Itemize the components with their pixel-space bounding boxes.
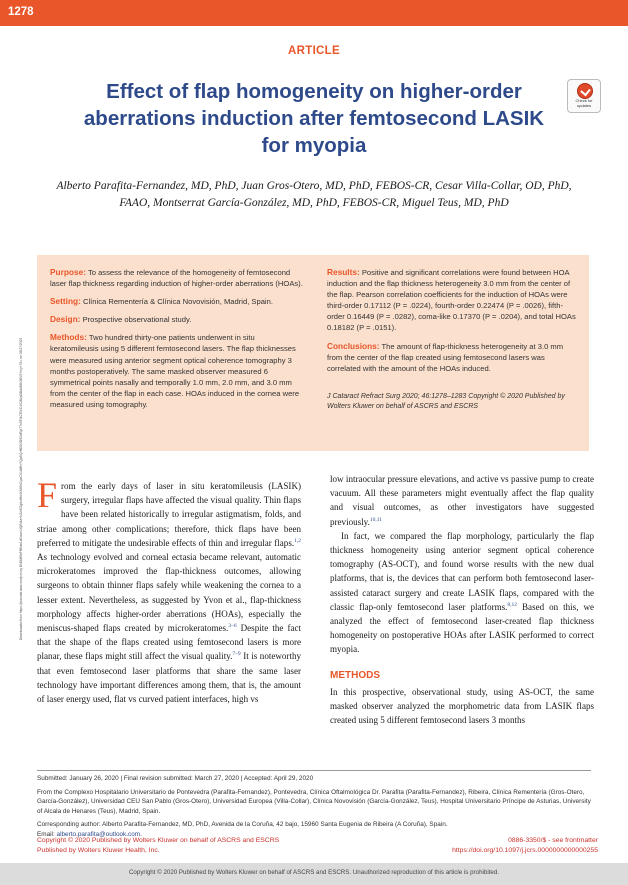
methods-text: Two hundred thirty-one patients underwent in situ keratomileusis using 5 different femtosecond lasers. The flap thicknesses were measured using anterior segment optical coherence tomography 3 months postoperatively. The same masked observer measured 6 symmetrical points nasally and temporally 1.0 mm, 2.0 mm, and 3.0 mm from the center of the flap in each case. HOAs induced in the cornea were measured using tomography. [50,333,300,409]
abstract-methods [50,332,305,410]
second-text-b: Based on this, we analyzed the effect of femtosecond laser-created flap thickness homogeneity on postoperative HOAs after LASIK performed to correct myopia. [330,601,594,655]
reproduction-notice: Copyright © 2020 Published by Wolters Kluwer on behalf of ASCRS and ESCRS. Unauthorized reproduction of this article is prohibited. [128,869,500,876]
intro-paragraph-continued [330,472,594,529]
submission-dates: Submitted: January 26, 2020 | Final revision submitted: March 27, 2020 | Accepted: April 29, 2020 [37,775,314,782]
second-text-a: In fact, we compared the flap morphology, particularly the flap thickness homogeneity using anterior segment optical coherence tomography (AS-OCT), and found worse results with the new dual platforms, that is, the devices that can perform both femtosecond laser-assisted cataract surgery and create LASIK flaps, compared with the classic flap-only femtosecond laser platforms. [330,530,594,612]
article-title: Effect of flap homogeneity on higher-order aberrations induction after femtosecond LASIK for myopia [83,80,545,157]
results-heading: Results: [327,267,360,277]
copyright-line-1: Copyright © 2020 Published by Wolters Kluwer on behalf of ASCRS and ESCRS [37,837,280,844]
methods-section-heading: METHODS [330,669,380,681]
abstract-setting [50,296,305,307]
abstract-box [37,255,589,451]
email-link[interactable]: alberto.parafita@outlook.com [56,830,141,838]
body-column-right [330,472,594,727]
header-bar [0,0,628,26]
doi-link[interactable]: https://doi.org/10.1097/j.jcrs.0000000000000255 [452,846,598,854]
purpose-text: To assess the relevance of the homogeneity of femtosecond laser flap thickness regarding induction of higher-order aberrations (HOAs). [50,268,303,289]
email-end: . [140,830,142,838]
side-download-text: Downloaded from https://journals.lww.com/jcrs by BhDMf5ePHKav1zEoum1tQfN4a+kJLhEZgbsIHo4XMi0hCywCX1AWnYQp/IlQrHD3i3D0OdRyi7TvSFl4Cf3VC4/OAVpDDa8KKGKV0Ymy+78= on 09/27/2023 [19,337,23,640]
citation-10-11[interactable]: 10,11 [369,516,383,523]
intro-paragraph [37,475,301,706]
drop-cap: F [37,475,58,515]
abstract-conclusions [327,341,577,374]
section-label: ARTICLE [288,45,340,57]
intro-cont-text: low intraocular pressure elevations, and active vs passive pump to create vacuum. All these parameters might eventually affect the flap quality and visual outcomes, as other investigators have suggested previously. [330,474,594,527]
design-text: Prospective observational study. [82,315,192,325]
abstract-column-right [327,267,577,419]
design-heading: Design: [50,314,81,325]
methods-paragraph: In this prospective, observational study, using AS-OCT, the same masked observer analyzed the morphometric data from LASIK flaps created using 5 different femtosecond lasers 3 months [330,686,594,726]
email-label: Email: [37,830,57,838]
results-text: Positive and significant correlations were found between HOA induction and the flap thickness heterogeneity 3.0 mm from the center of the flap. Pearson correlation coefficients for the induction of HOAs were third-order 0.17112 (P = .0224), fourth-order 0.22474 (P = .0026), fifth-order 0.16449 (P = .0282), coma-like 0.17370 (P = .0204), and total HOAs 0.18182 (P = .0151). [327,268,576,333]
abstract-results [327,267,577,334]
citation-1-2[interactable]: 1,2 [294,537,301,544]
footer-identifiers [452,836,598,855]
intro-text-a: rom the early days of laser in situ keratomileusis (LASIK) surgery, irregular flaps have affected the visual quality. Thin flaps have been related historically to irregular astigmatism, folds, and striae among other complications; therefore, thick flaps have been preferred to mitigate the undesirable effects of thin and irregular flaps. [37,481,301,548]
check-updates-icon [577,83,593,99]
footer-copyright [37,836,279,855]
body-column-left [37,475,301,706]
second-paragraph [330,529,594,657]
side-download-notice [19,180,27,640]
conclusions-heading: Conclusions: [327,340,380,351]
footnotes [37,774,597,840]
methods-heading: Methods: [50,332,87,343]
bottom-notice-bar [0,863,628,885]
issn: 0886-3350/$ - see frontmatter [508,837,598,844]
citation-8-12[interactable]: 8,12 [507,601,518,608]
abstract-design [50,314,305,325]
purpose-heading: Purpose: [50,267,86,277]
footnote-divider [37,770,591,771]
abstract-column-left [50,267,305,417]
journal-reference: J Cataract Refract Surg 2020; 46:1278–1283 Copyright © 2020 Published by Wolters Kluwer on behalf of ASCRS and ESCRS [327,392,565,410]
setting-text: Clínica Rementería & Clínica Novovisión, Madrid, Spain. [83,297,273,307]
author-list: Alberto Parafita-Fernandez, MD, PhD, Juan Gros-Otero, MD, PhD, FEBOS-CR, Cesar Villa-Collar, OD, PhD, FAAO, Montserrat García-González, MD, PhD, FEBOS-CR, Miguel Teus, MD, PhD [56,180,572,209]
setting-heading: Setting: [50,296,81,307]
corresponding-author: Corresponding author: Alberto Parafita-Fernandez, MD, PhD, Avenida de la Coruña, 42 bajo, 15960 Santa Eugenia de Ribeira (A Coruña), Spain. [37,821,448,829]
citation-3-6[interactable]: 3–6 [228,623,237,630]
citation-7-9[interactable]: 7–9 [232,651,241,658]
intro-text-b: As technology evolved and corneal ectasia became relevant, automatic microkeratomes improved the flap-thickness outcomes, allowing surgeons to obtain thinner flaps safely while weakening the cornea to a lesser extent. Nevertheless, as suggested by Yvon et al., flap-thickness morphology affects higher-order aberrations (HOAs), especially the meniscus-shaped flaps created by microkeratomes. [37,552,301,634]
badge-label: Check for updates [575,98,593,108]
page-number: 1278 [8,6,34,18]
conclusions-text: The amount of flap-thickness heterogeneity at 3.0 mm from the center of the flap created using femtosecond lasers was correlated with the amount of the HOAs induced. [327,341,564,373]
abstract-purpose [50,267,305,289]
affiliations: From the Complexo Hospitalario Universitario de Pontevedra (Parafita-Fernandez), Pontevedra, Clínica Oftalmológica Dr. Parafita (Parafita-Fernandez), Ribeira, Clínica Rementería (Gros-Otero, García-González), Universidad CEU San Pablo (Gros-Otero), Universidad Europea (Villa-Collar), Clínica Novovisión (García-González, Teus), Hospital Universitario Príncipe de Asturias, University of Alcala de Henares (Teus), Madrid, Spain. [37,788,591,815]
copyright-line-2: Published by Wolters Kluwer Health, Inc. [37,846,160,854]
check-for-updates-badge[interactable] [567,79,601,113]
intro-text-d: It is noteworthy that even femtosecond laser platforms that share the same laser technology have important differences among them, that is, the amount of laser energy used, flat vs curved patient interfaces, high vs [37,651,301,705]
intro-text-c: Despite the fact that the shape of the flaps created using femtosecond lasers is more planar, these flaps might still affect the visual quality. [37,623,301,662]
